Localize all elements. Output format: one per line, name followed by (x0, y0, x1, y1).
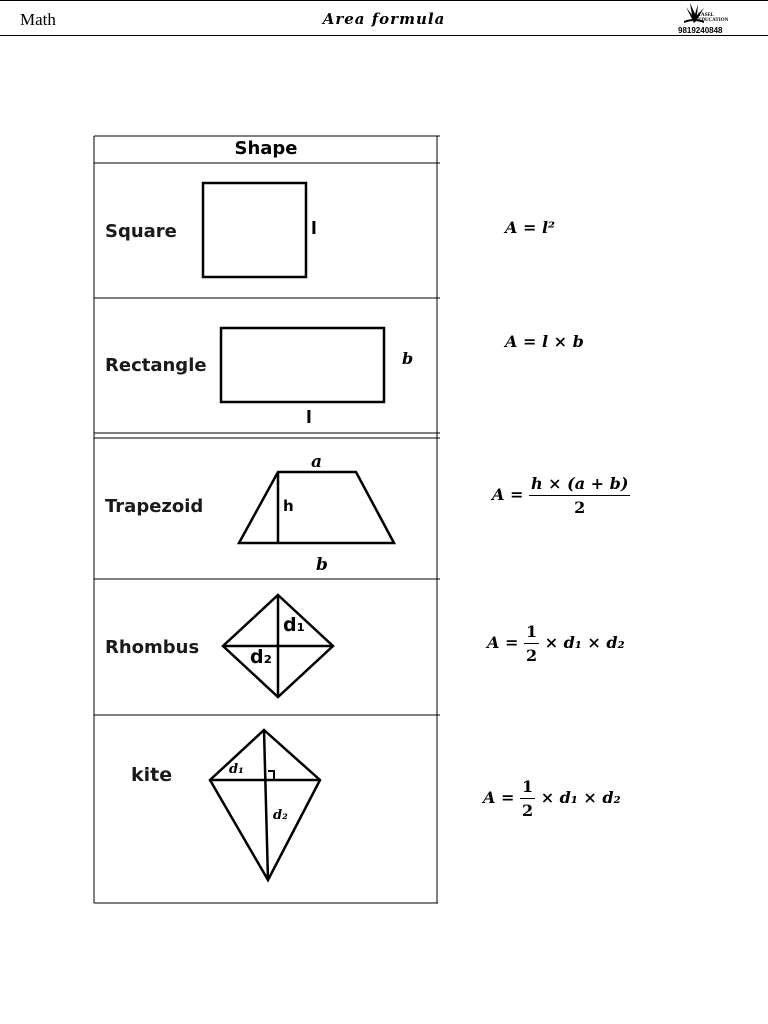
row-label-kite: kite (131, 764, 173, 786)
rhombus-shape (223, 595, 333, 697)
formula-kite-numerator: 1 (520, 777, 535, 799)
logo-text: TASEL EDUCATION (698, 13, 729, 23)
rhombus-d2-label: d₂ (250, 646, 272, 668)
table-header-shape: Shape (234, 138, 298, 159)
formula-rhombus-rest: × d₁ × d₂ (544, 633, 625, 652)
trapezoid-shape (239, 472, 394, 543)
rectangle-length-label: l (306, 408, 312, 428)
formula-kite-fraction (520, 777, 535, 820)
formula-trapezoid (492, 474, 630, 517)
formula-rhombus-numerator: 1 (524, 622, 539, 644)
formula-trapezoid-lhs: A = (492, 485, 524, 504)
row-label-rhombus: Rhombus (105, 637, 200, 658)
square-side-label: l (311, 219, 317, 239)
formula-rectangle (505, 332, 584, 351)
trapezoid-height-label: h (283, 497, 294, 515)
rectangle-shape (221, 328, 384, 402)
formula-trapezoid-denominator: 2 (574, 498, 586, 517)
formula-square-rhs: l² (541, 218, 556, 237)
formula-rhombus-lhs: A = (487, 633, 519, 652)
kite-d2-label: d₂ (273, 808, 288, 823)
trapezoid-bottom-label: b (316, 555, 328, 575)
formula-kite (483, 777, 621, 820)
trapezoid-top-label: a (311, 452, 323, 472)
kite-shape (210, 730, 320, 880)
square-shape (203, 183, 306, 277)
formula-square (505, 218, 555, 237)
formula-rectangle-text: A = l × b (505, 332, 584, 351)
formula-kite-lhs: A = (483, 788, 515, 807)
formula-trapezoid-numerator: h × (a + b) (529, 474, 630, 496)
formula-square-lhs: A = (505, 218, 537, 237)
formula-rhombus (487, 622, 625, 665)
formula-rhombus-fraction (524, 622, 539, 665)
formula-rhombus-denominator: 2 (525, 646, 538, 665)
rectangle-breadth-label: b (402, 349, 414, 368)
row-label-trapezoid: Trapezoid (105, 496, 204, 517)
row-label-rectangle: Rectangle (105, 355, 207, 376)
table-borders (94, 136, 440, 903)
page-title: Area formula (322, 10, 446, 28)
subject-label: Math (20, 10, 56, 29)
logo-phone: 9819240848 (678, 26, 723, 35)
kite-d1-label: d₁ (229, 762, 244, 777)
formula-kite-denominator: 2 (521, 801, 534, 820)
rhombus-d1-label: d₁ (283, 614, 305, 636)
row-label-square: Square (105, 221, 177, 242)
formula-trapezoid-fraction (529, 474, 630, 517)
formula-kite-rest: × d₁ × d₂ (540, 788, 621, 807)
